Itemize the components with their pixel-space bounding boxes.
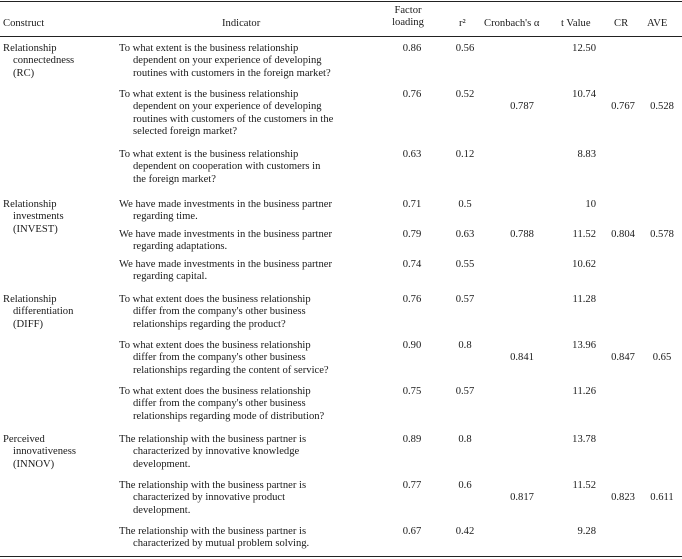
t-value: 11.26: [572, 386, 596, 397]
indicator-cell-line: regarding time.: [133, 211, 198, 223]
t-value: 9.28: [577, 526, 596, 537]
t-value: 11.52: [572, 229, 596, 240]
factor-loading-value: 0.79: [402, 229, 422, 240]
r2-value: 0.55: [455, 259, 475, 270]
construct-cell-line: Relationship: [3, 199, 57, 210]
indicator-cell: [119, 434, 306, 471]
cr-value: 0.847: [611, 352, 635, 364]
cronbach-alpha-value: 0.841: [510, 352, 534, 364]
indicator-cell-line: To what extent does the business relationship: [119, 340, 311, 351]
construct-cell-line: Relationship: [3, 294, 57, 305]
header-construct: Construct: [3, 18, 45, 29]
ave-value: 0.611: [650, 492, 674, 504]
construct-cell-line: investments: [13, 211, 64, 223]
construct-cell-line: (RC): [13, 67, 35, 79]
r2-value: 0.57: [455, 294, 475, 305]
r2-value: 0.57: [455, 386, 475, 397]
indicator-cell: [119, 386, 324, 423]
factor-loading-value: 0.75: [402, 386, 422, 397]
cr-value: 0.804: [611, 229, 635, 240]
t-value: 8.83: [577, 149, 596, 160]
indicator-cell: [119, 480, 306, 517]
header-indicator: Indicator: [222, 18, 261, 29]
cronbach-alpha-value: 0.817: [510, 492, 534, 504]
construct-cell-line: (INVEST): [13, 223, 58, 235]
indicator-cell-line: dependent on cooperation with customers in: [133, 161, 321, 173]
header-ave: AVE: [647, 18, 668, 29]
indicator-cell-line: routines with customers in the foreign market?: [133, 67, 331, 79]
r2-value: 0.42: [455, 526, 475, 537]
construct-cell-line: (INNOV): [13, 458, 55, 470]
indicator-cell-line: relationships regarding the product?: [133, 318, 286, 330]
factor-loading-value: 0.71: [402, 199, 422, 210]
indicator-cell-line: We have made investments in the business partner: [119, 199, 333, 210]
header-cronbach: Cronbach's α: [484, 18, 540, 29]
construct-cell: [3, 43, 74, 80]
indicator-cell-line: characterized by innovative product: [133, 492, 286, 504]
factor-loading-value: 0.89: [402, 434, 422, 445]
factor-loading-value: 0.67: [402, 526, 422, 537]
indicator-cell: [119, 43, 331, 80]
cr-value: 0.823: [611, 492, 635, 504]
t-value: 11.52: [572, 480, 596, 491]
indicator-cell-line: the foreign market?: [133, 173, 216, 185]
indicator-cell-line: relationships regarding the content of service?: [133, 364, 329, 376]
t-value: 10.74: [572, 89, 596, 100]
indicator-cell-line: characterized by innovative knowledge: [133, 446, 300, 458]
r2-value: 0.6: [458, 480, 472, 491]
r2-value: 0.5: [458, 199, 472, 210]
indicator-cell-line: dependent on your experience of developing: [133, 101, 322, 113]
indicator-cell-line: To what extent is the business relationship: [119, 149, 299, 160]
indicator-cell-line: characterized by mutual problem solving.: [133, 538, 310, 550]
factor-loading-value: 0.74: [402, 259, 422, 270]
indicator-cell-line: selected foreign market?: [133, 126, 238, 138]
r2-value: 0.8: [458, 434, 472, 445]
t-value: 13.78: [572, 434, 596, 445]
construct-cell-line: (DIFF): [13, 318, 44, 330]
indicator-cell-line: regarding adaptations.: [133, 241, 228, 253]
indicator-cell-line: To what extent is the business relationship: [119, 89, 299, 100]
ave-value: 0.578: [650, 229, 674, 240]
indicator-cell: [119, 294, 311, 331]
cronbach-alpha-value: 0.788: [510, 229, 534, 240]
indicator-cell-line: differ from the company's other business: [133, 352, 306, 364]
indicator-cell: [119, 199, 332, 224]
indicator-cell-line: development.: [133, 458, 191, 470]
indicator-cell: [119, 259, 332, 284]
construct-cell-line: Relationship: [3, 43, 57, 54]
construct-cell-line: Perceived: [3, 434, 45, 445]
factor-loading-value: 0.63: [402, 149, 422, 160]
factor-loading-value: 0.90: [402, 340, 422, 351]
indicator-cell-line: The relationship with the business partner is: [119, 526, 307, 537]
indicator-cell-line: routines with customers of the customers in the: [133, 113, 334, 125]
r2-value: 0.56: [455, 43, 475, 54]
t-value: 13.96: [572, 340, 596, 351]
header-factor-loading: Factor loading: [392, 5, 424, 29]
construct-cell-line: connectedness: [13, 55, 75, 67]
indicator-cell-line: development.: [133, 504, 191, 516]
cr-value: 0.767: [611, 101, 635, 113]
factor-loading-value: 0.76: [402, 294, 422, 305]
indicator-cell-line: differ from the company's other business: [133, 306, 306, 318]
r2-value: 0.12: [455, 149, 475, 160]
ave-value: 0.528: [650, 101, 674, 113]
indicator-cell: [119, 89, 333, 139]
indicator-cell-line: regarding capital.: [133, 271, 208, 283]
t-value: 11.28: [572, 294, 596, 305]
indicator-cell-line: To what extent does the business relationship: [119, 386, 311, 397]
header-r2: r²: [459, 18, 466, 29]
header-cr: CR: [614, 18, 629, 29]
factor-loading-value: 0.77: [402, 480, 422, 491]
indicator-cell: [119, 340, 329, 377]
top-rule: [0, 1, 682, 2]
header-rule: [0, 36, 682, 37]
t-value: 10: [585, 199, 596, 210]
header-t-value: t Value: [561, 18, 591, 29]
t-value: 12.50: [572, 43, 596, 54]
ave-value: 0.65: [652, 352, 672, 364]
t-value: 10.62: [572, 259, 596, 270]
r2-value: 0.8: [458, 340, 472, 351]
construct-cell-line: innovativeness: [13, 446, 76, 458]
indicator-cell-line: The relationship with the business partner is: [119, 480, 307, 491]
indicator-cell-line: We have made investments in the business partner: [119, 259, 333, 270]
indicator-cell-line: dependent on your experience of developing: [133, 55, 322, 67]
indicator-cell-line: We have made investments in the business partner: [119, 229, 333, 240]
indicator-cell-line: The relationship with the business partner is: [119, 434, 307, 445]
indicator-cell: [119, 149, 320, 186]
factor-loading-value: 0.76: [402, 89, 422, 100]
construct-cell: [3, 199, 64, 236]
construct-cell-line: differentiation: [13, 306, 74, 318]
factor-loading-value: 0.86: [402, 43, 422, 54]
indicator-cell-line: To what extent is the business relationship: [119, 43, 299, 54]
bottom-rule: [0, 556, 682, 557]
construct-cell: [3, 434, 76, 471]
construct-cell: [3, 294, 73, 331]
indicator-cell-line: relationships regarding mode of distribution?: [133, 410, 325, 422]
indicator-cell-line: differ from the company's other business: [133, 398, 306, 410]
indicator-cell: [119, 229, 332, 254]
r2-value: 0.52: [455, 89, 475, 100]
cronbach-alpha-value: 0.787: [510, 101, 534, 113]
r2-value: 0.63: [455, 229, 475, 240]
indicator-cell-line: To what extent does the business relationship: [119, 294, 311, 305]
indicator-cell: [119, 526, 309, 551]
